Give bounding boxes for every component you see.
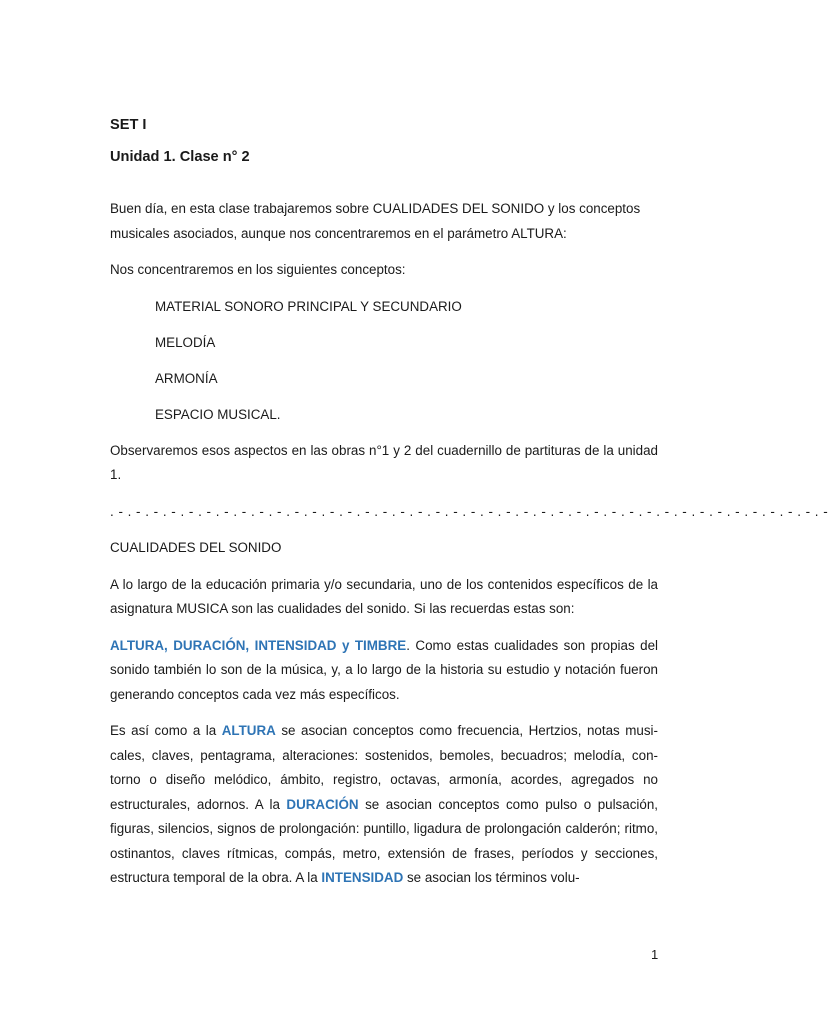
- paragraph-text: se asocian conceptos como frecuencia, Hertzios, notas musicales, claves, pentagrama, alteraciones: sostenidos, bemoles, becuadros; melodía, contorno o diseño melódico, ámbito, registro, octavas, armonía, acordes, agregados no estructurales, adornos. A la: [110, 723, 658, 812]
- intro-paragraph: Buen día, en esta clase trabajaremos sobre CUALIDADES DEL SONIDO y los conceptos musicales asociados, aunque nos concentraremos en el parámetro ALTURA:: [110, 201, 641, 241]
- paragraph-text: . Como estas cualidades son propias del sonido también lo son de la música, y, a lo largo de la historia su estudio y notación fueron generando conceptos cada vez más específicos.: [110, 637, 659, 702]
- document-body: [110, 114, 828, 903]
- concepts-intro: Nos concentraremos en los siguientes conceptos:: [110, 262, 406, 277]
- highlight-altura: ALTURA: [221, 723, 276, 738]
- highlight-qualities: ALTURA, DURACIÓN, INTENSIDAD y TIMBRE: [110, 637, 407, 653]
- separator-line: . - . - . - . - . - . - . - . - . - . - . - . - . - . - . - . - . - . - . - . - . - . - . - . - . - . - . - . - . - . - . - . - . - . - . - . - . - . - . - . - . -: [110, 503, 828, 519]
- list-item: ESPACIO MUSICAL.: [155, 406, 281, 422]
- paragraph-qualities: A lo largo de la educación primaria y/o secundaria, uno de los contenidos específicos de la asignatura MUSICA son las cualidades del sonido. Si las recuerdas estas son:: [110, 576, 658, 616]
- list-item: ARMONÍA: [155, 370, 218, 386]
- observe-paragraph: Observaremos esos aspectos en las obras n°1 y 2 del cuadernillo de partituras de la unidad 1.: [110, 442, 658, 482]
- section-title: CUALIDADES DEL SONIDO: [110, 540, 282, 555]
- paragraph-text: se asocian los términos volu-: [403, 870, 580, 885]
- paragraph-text: Es así como a la: [110, 723, 222, 738]
- list-item: MATERIAL SONORO PRINCIPAL Y SECUNDARIO: [155, 298, 462, 314]
- heading-set: SET I: [110, 117, 147, 133]
- paragraph-text: se asocian conceptos como pulso o pulsación, figuras, silencios, signos de prolongación: puntillo, ligadura de prolongación calderón; ritmo, ostinantos, claves rítmicas, compás, metro, extensión de frases, períodos y secciones, estructura temporal de la obra. A la: [110, 796, 658, 885]
- paragraph-qualities-list: [110, 634, 658, 708]
- highlight-duracion: DURACIÓN: [286, 796, 359, 812]
- concepts-list: [110, 295, 658, 427]
- page-number: 1: [651, 947, 659, 962]
- heading-unit: Unidad 1. Clase n° 2: [110, 149, 250, 165]
- highlight-intensidad: INTENSIDAD: [321, 870, 404, 885]
- paragraph-concepts: [110, 719, 658, 891]
- list-item: MELODÍA: [155, 334, 216, 350]
